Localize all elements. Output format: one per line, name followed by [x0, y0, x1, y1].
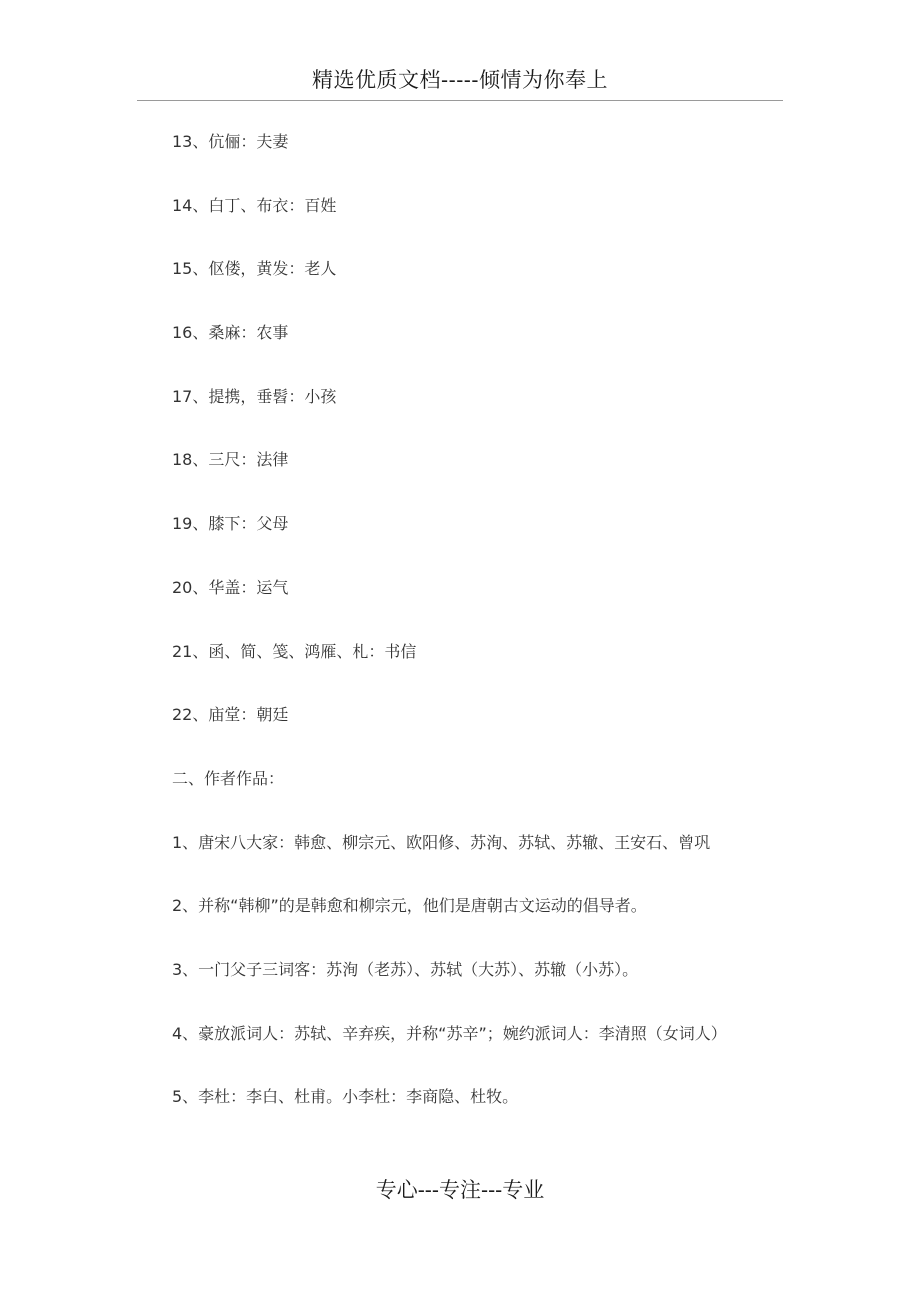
text-line: 19、膝下：父母 — [172, 514, 289, 534]
text-line: 13、伉俪：夫妻 — [172, 132, 289, 151]
text-line: 3、一门父子三词客：苏洵（老苏）、苏轼（大苏）、苏辙（小苏）。 — [172, 959, 639, 979]
header-divider — [137, 100, 783, 101]
text-line: 2、并称“韩柳”的是韩愈和柳宗元，他们是唐朝古文运动的倡导者。 — [172, 896, 647, 916]
document-body — [172, 125, 812, 1144]
text-line: 17、提携，垂髫：小孩 — [172, 386, 337, 406]
text-line: 15、伛偻，黄发：老人 — [172, 259, 337, 279]
text-line: 14、白丁、布衣：百姓 — [172, 195, 337, 215]
text-line: 22、庙堂：朝廷 — [172, 705, 289, 725]
text-line: 4、豪放派词人：苏轼、辛弃疾，并称“苏辛”；婉约派词人：李清照（女词人） — [172, 1023, 727, 1043]
text-line: 18、三尺：法律 — [172, 450, 289, 470]
section-heading: 二、作者作品： — [172, 768, 285, 788]
text-line: 5、李杜：李白、杜甫。小李杜：李商隐、杜牧。 — [172, 1087, 519, 1107]
page-header: 精选优质文档-----倾情为你奉上 — [312, 68, 608, 92]
text-line: 20、华盖：运气 — [172, 577, 289, 597]
text-line: 1、唐宋八大家：韩愈、柳宗元、欧阳修、苏洵、苏轼、苏辙、王安石、曾巩 — [172, 832, 711, 852]
text-line: 21、函、简、笺、鸿雁、札：书信 — [172, 641, 417, 661]
text-line: 16、桑麻：农事 — [172, 323, 289, 343]
page-footer: 专心---专注---专业 — [375, 1178, 545, 1202]
